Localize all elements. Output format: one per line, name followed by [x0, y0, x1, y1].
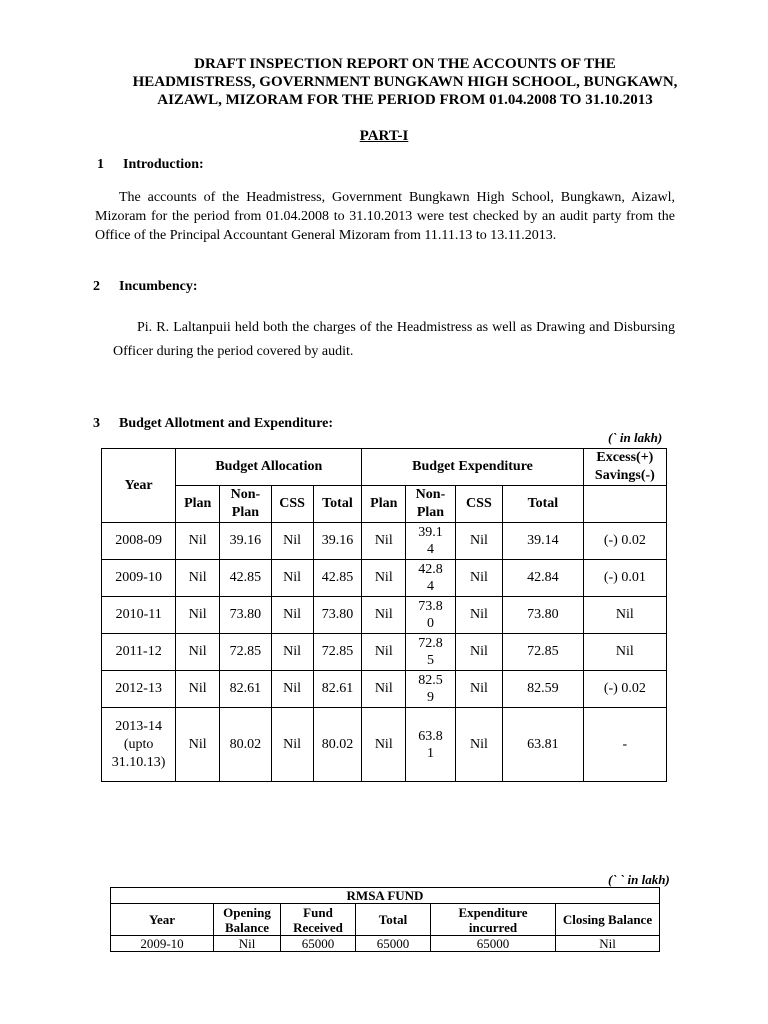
cell-excess: Nil: [583, 597, 666, 634]
table-row: [102, 708, 667, 782]
col-excess-empty: [583, 486, 666, 523]
cell-year-text: 2013-14 (upto 31.10.13): [111, 718, 166, 770]
col-exp-total: Total: [503, 486, 584, 523]
table-row: [102, 523, 667, 560]
cell-excess: (-) 0.02: [583, 671, 666, 708]
cell-alloc-nonplan: 73.80: [220, 597, 272, 634]
col-exp-plan: Plan: [362, 486, 406, 523]
cell-year: [102, 708, 176, 782]
cell-exp-nonplan: [406, 708, 456, 782]
cell-exp-nonplan-text: 82.59: [418, 673, 443, 705]
col-alloc-plan: Plan: [176, 486, 220, 523]
cell-total: 65000: [356, 936, 431, 952]
col-total: Total: [356, 904, 431, 936]
cell-exp-nonplan-text: 72.85: [418, 636, 443, 668]
cell-year: 2009-10: [111, 936, 214, 952]
cell-year: 2011-12: [102, 634, 176, 671]
cell-excess: Nil: [583, 634, 666, 671]
cell-exp-css: Nil: [455, 560, 502, 597]
report-title-line-2: HEADMISTRESS, GOVERNMENT BUNGKAWN HIGH SCHOOL, BUNGKAWN,: [132, 74, 678, 90]
cell-exp-total: 39.14: [503, 523, 584, 560]
cell-exp-css: Nil: [455, 597, 502, 634]
section-introduction-heading: [97, 157, 204, 173]
cell-opening-balance: Nil: [214, 936, 281, 952]
cell-year: 2012-13: [102, 671, 176, 708]
cell-year: 2008-09: [102, 523, 176, 560]
col-alloc-css: CSS: [271, 486, 313, 523]
budget-table: [101, 448, 667, 782]
cell-exp-nonplan: [406, 597, 456, 634]
col-fund-received: Fund Received: [281, 904, 356, 936]
cell-exp-css: Nil: [455, 634, 502, 671]
cell-exp-plan: Nil: [362, 523, 406, 560]
col-year: Year: [111, 904, 214, 936]
cell-exp-plan: Nil: [362, 634, 406, 671]
col-year: Year: [102, 449, 176, 523]
report-title: [90, 55, 720, 109]
cell-exp-total: 73.80: [503, 597, 584, 634]
cell-alloc-plan: Nil: [176, 634, 220, 671]
col-alloc-nonplan: Non-Plan: [220, 486, 272, 523]
cell-alloc-total: 42.85: [313, 560, 362, 597]
cell-exp-total: 72.85: [503, 634, 584, 671]
section-title: Incumbency:: [119, 279, 198, 294]
cell-alloc-total: 72.85: [313, 634, 362, 671]
cell-exp-css: Nil: [455, 523, 502, 560]
report-title-line-1: DRAFT INSPECTION REPORT ON THE ACCOUNTS OF THE: [194, 56, 616, 72]
cell-alloc-css: Nil: [271, 708, 313, 782]
cell-alloc-css: Nil: [271, 597, 313, 634]
cell-alloc-total: 73.80: [313, 597, 362, 634]
col-excess-savings: Excess(+) Savings(-): [583, 449, 666, 486]
cell-alloc-nonplan: 39.16: [220, 523, 272, 560]
cell-exp-nonplan: [406, 523, 456, 560]
cell-alloc-nonplan: 42.85: [220, 560, 272, 597]
cell-alloc-total: 80.02: [313, 708, 362, 782]
col-budget-expenditure: Budget Expenditure: [362, 449, 583, 486]
cell-alloc-plan: Nil: [176, 671, 220, 708]
rmsa-unit-label: (` ` in lakh): [608, 872, 670, 887]
cell-alloc-total: 39.16: [313, 523, 362, 560]
cell-alloc-nonplan: 82.61: [220, 671, 272, 708]
cell-excess: (-) 0.01: [583, 560, 666, 597]
cell-exp-plan: Nil: [362, 560, 406, 597]
section-number: 1: [97, 157, 104, 172]
section-title: Budget Allotment and Expenditure:: [119, 416, 334, 431]
cell-exp-total: 82.59: [503, 671, 584, 708]
cell-exp-plan: Nil: [362, 597, 406, 634]
cell-alloc-nonplan: 80.02: [220, 708, 272, 782]
report-title-line-3: AIZAWL, MIZORAM FOR THE PERIOD FROM 01.04.2008 TO 31.10.2013: [157, 92, 653, 108]
cell-alloc-css: Nil: [271, 671, 313, 708]
col-opening-balance: Opening Balance: [214, 904, 281, 936]
cell-expenditure-incurred: 65000: [431, 936, 556, 952]
introduction-paragraph: [95, 188, 675, 245]
cell-alloc-plan: Nil: [176, 523, 220, 560]
cell-alloc-plan: Nil: [176, 560, 220, 597]
col-alloc-total: Total: [313, 486, 362, 523]
budget-unit-label: (` in lakh): [608, 430, 663, 445]
table-row: [102, 560, 667, 597]
cell-exp-plan: Nil: [362, 671, 406, 708]
cell-excess: -: [583, 708, 666, 782]
cell-alloc-css: Nil: [271, 634, 313, 671]
cell-excess: (-) 0.02: [583, 523, 666, 560]
cell-alloc-plan: Nil: [176, 597, 220, 634]
table-row: [102, 634, 667, 671]
cell-closing-balance: Nil: [556, 936, 660, 952]
col-closing-balance: Closing Balance: [556, 904, 660, 936]
col-budget-allocation: Budget Allocation: [176, 449, 362, 486]
cell-exp-nonplan: [406, 634, 456, 671]
cell-alloc-plan: Nil: [176, 708, 220, 782]
cell-exp-nonplan-text: 73.80: [418, 599, 443, 631]
cell-alloc-nonplan: 72.85: [220, 634, 272, 671]
cell-exp-css: Nil: [455, 708, 502, 782]
section-number: 3: [93, 416, 100, 431]
table-row: [111, 936, 660, 952]
section-incumbency-heading: [93, 279, 198, 295]
cell-year: 2010-11: [102, 597, 176, 634]
cell-fund-received: 65000: [281, 936, 356, 952]
col-expenditure-incurred: Expenditure incurred: [431, 904, 556, 936]
incumbency-text: Pi. R. Laltanpuii held both the charges of the Headmistress as well as Drawing and Disbursing Officer during the period covered by audit.: [113, 320, 675, 359]
cell-alloc-total: 82.61: [313, 671, 362, 708]
cell-alloc-css: Nil: [271, 560, 313, 597]
col-exp-nonplan: Non-Plan: [406, 486, 456, 523]
cell-alloc-css: Nil: [271, 523, 313, 560]
section-budget-heading: [93, 416, 333, 432]
rmsa-fund-table: [110, 887, 660, 952]
introduction-text: The accounts of the Headmistress, Government Bungkawn High School, Bungkawn, Aizawl, Mizoram for the period from 01.04.2008 to 31.10.2013 were test checked by an audit party from the Office of the Principal Accountant General Mizoram from 11.11.13 to 13.11.2013.: [95, 190, 675, 243]
section-title: Introduction:: [123, 157, 204, 172]
incumbency-paragraph: [113, 316, 675, 364]
cell-exp-nonplan: [406, 560, 456, 597]
cell-year: 2009-10: [102, 560, 176, 597]
col-exp-css: CSS: [455, 486, 502, 523]
section-number: 2: [93, 279, 100, 294]
part-heading: PART-I: [359, 128, 409, 144]
table-row: [102, 671, 667, 708]
cell-exp-nonplan: [406, 671, 456, 708]
cell-exp-total: 63.81: [503, 708, 584, 782]
table-row: [102, 597, 667, 634]
cell-exp-nonplan-text: 39.14: [418, 525, 443, 557]
cell-exp-nonplan-text: 63.81: [418, 728, 443, 761]
cell-exp-css: Nil: [455, 671, 502, 708]
cell-exp-total: 42.84: [503, 560, 584, 597]
rmsa-table-title: RMSA FUND: [111, 888, 660, 904]
cell-exp-nonplan-text: 42.84: [418, 562, 443, 594]
cell-exp-plan: Nil: [362, 708, 406, 782]
